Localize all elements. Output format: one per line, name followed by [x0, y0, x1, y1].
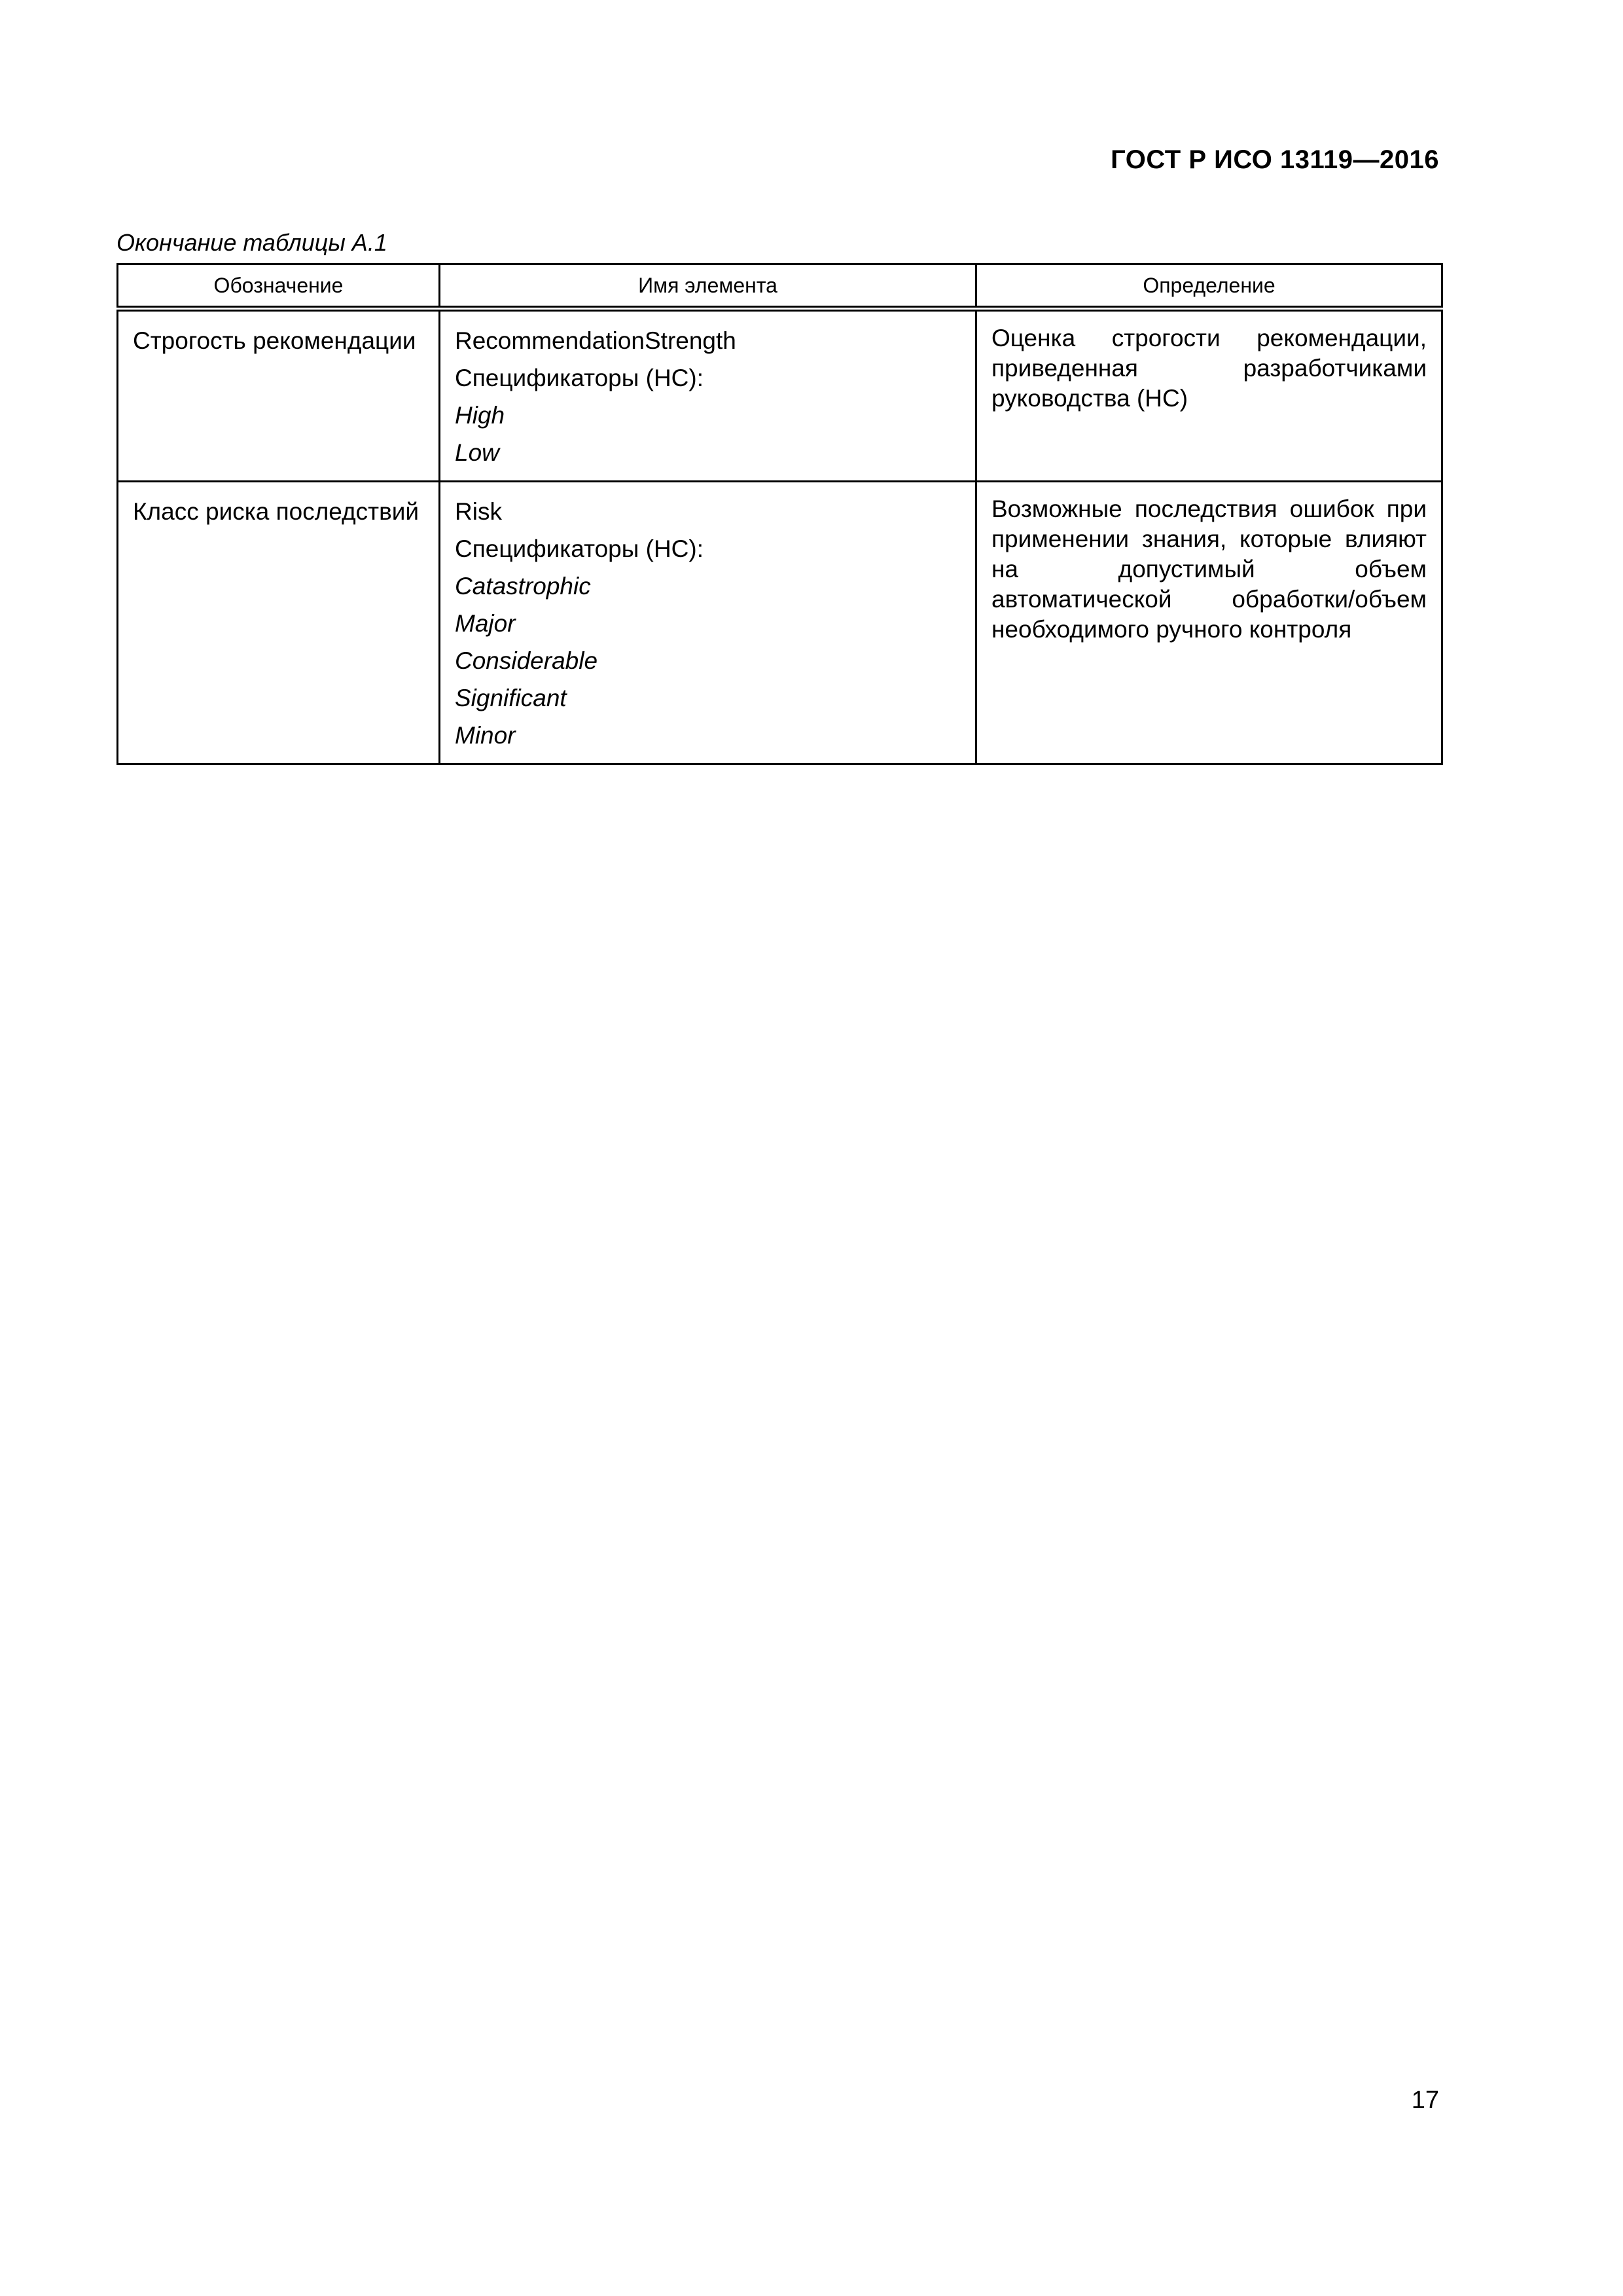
- page-number: 17: [1411, 2087, 1439, 2114]
- qualifiers-label: Спецификаторы (НС):: [455, 365, 704, 391]
- designation-cell: [118, 482, 440, 764]
- table-row: [118, 482, 1442, 764]
- column-header-definition: Определение: [976, 264, 1442, 309]
- qualifier-item: Low: [455, 439, 499, 466]
- qualifier-item: Catastrophic: [455, 573, 591, 600]
- qualifier-item: High: [455, 402, 505, 429]
- definition-cell: [976, 309, 1442, 482]
- qualifier-item: Minor: [455, 722, 516, 749]
- definition-text: Оценка строгости рекомендации, приведенная разработчиками руководства (НС): [991, 325, 1427, 412]
- element-name-cell: [440, 482, 976, 764]
- element-name-cell: [440, 309, 976, 482]
- designation-text: Класс риска последствий: [133, 498, 419, 525]
- definition-text: Возможные последствия ошибок при применении знания, которые влияют на допустимый объем автоматической обработки/объем необходимого ручного контроля: [991, 495, 1427, 643]
- qualifiers-label: Спецификаторы (НС):: [455, 535, 704, 562]
- table-caption: Окончание таблицы А.1: [116, 229, 387, 256]
- designation-text: Строгость рекомендации: [133, 327, 416, 354]
- element-name-text: Risk: [455, 498, 502, 525]
- qualifier-item: Major: [455, 610, 516, 637]
- column-header-element-name: Имя элемента: [440, 264, 976, 309]
- table-header-row: [118, 264, 1442, 309]
- qualifier-item: Significant: [455, 685, 567, 711]
- definitions-table: [116, 263, 1443, 765]
- table-row: [118, 309, 1442, 482]
- column-header-designation: Обозначение: [118, 264, 440, 309]
- document-code: ГОСТ Р ИСО 13119—2016: [1111, 145, 1439, 174]
- designation-cell: [118, 309, 440, 482]
- element-name-text: RecommendationStrength: [455, 327, 736, 354]
- qualifier-item: Considerable: [455, 647, 598, 674]
- definition-cell: [976, 482, 1442, 764]
